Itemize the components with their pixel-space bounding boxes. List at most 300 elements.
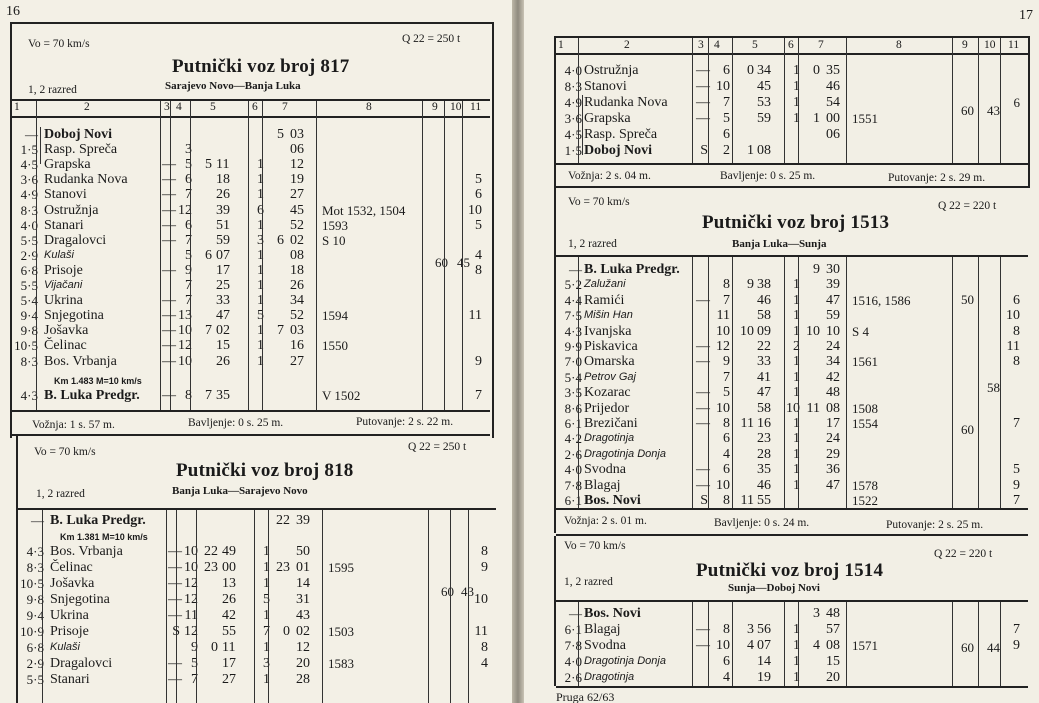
footer-run: Vožnja: 2 s. 04 m. (568, 170, 651, 182)
arrival-minute: 22 (757, 339, 771, 354)
run-minutes: 6 (723, 462, 730, 478)
station-name: Čelinac (50, 560, 93, 575)
table-row (524, 277, 1039, 292)
run-minutes: 8 (723, 493, 730, 508)
departure-minute: 12 (290, 157, 304, 173)
column-rule (422, 101, 423, 410)
run-minutes: 10 (178, 323, 192, 339)
column-rule (40, 127, 41, 164)
run-minutes: 4 (723, 446, 730, 462)
distance-km: 2·6 (564, 446, 582, 462)
station-name: Doboj Novi (44, 127, 113, 142)
departure-minute: 08 (826, 400, 840, 416)
departure-minute: 18 (290, 262, 304, 278)
column-rule (322, 510, 323, 703)
col-3-value: — (696, 79, 710, 94)
run-minutes: 10 (716, 400, 730, 416)
table-row (0, 255, 500, 270)
page-number: 17 (1019, 8, 1033, 23)
col-9-value: 60 (961, 103, 974, 118)
book-gutter (512, 0, 524, 703)
departure-minute: 30 (826, 262, 840, 277)
station-name: Blagaj (584, 477, 621, 493)
stop-minutes: 1 (257, 217, 264, 233)
stop-minutes: 1 (257, 157, 264, 173)
departure-minute: 02 (296, 624, 310, 639)
table-row (524, 143, 1039, 158)
col-11-value: 5 (475, 217, 482, 233)
station-name: Bos. Novi (584, 493, 641, 508)
column-rule (708, 602, 709, 688)
footer-run: Vožnja: 2 s. 01 m. (564, 515, 647, 527)
table-row (0, 388, 500, 403)
train-route: Banja Luka—Sunja (732, 238, 827, 250)
run-minutes: 7 (185, 232, 192, 248)
column-rule (952, 38, 953, 163)
distance-km: 5·4 (564, 369, 582, 385)
run-minutes: 12 (184, 592, 198, 607)
column-rule (1000, 257, 1001, 508)
run-minutes: 7 (185, 187, 192, 203)
distance-km: 8·6 (564, 400, 582, 416)
stop-minutes: 1 (263, 560, 270, 575)
column-header: 9 (432, 101, 438, 113)
table-row (524, 640, 1039, 655)
crossing-note: 1561 (852, 354, 878, 370)
train-title: Putnički voz broj 817 (172, 56, 350, 77)
class-label: 1, 2 razred (564, 576, 613, 588)
departure-minute: 26 (290, 278, 304, 293)
run-minutes: 6 (723, 63, 730, 78)
arrival-minute: 38 (757, 277, 771, 293)
departure-hour: 9 (813, 262, 820, 277)
arrival-hour: 5 (205, 157, 212, 173)
table-row (0, 640, 500, 655)
column-rule (262, 101, 263, 410)
stop-minutes: 1 (257, 262, 264, 278)
station-name: Dragotinja (584, 432, 635, 445)
arrival-minute: 07 (757, 638, 771, 653)
load-label: Q 22 = 220 t (934, 548, 993, 560)
stop-minutes: 1 (793, 622, 800, 637)
crossing-note: 1551 (852, 111, 878, 126)
table-row (0, 127, 500, 142)
departure-minute: 00 (826, 111, 840, 126)
arrival-minute: 19 (757, 670, 771, 685)
table-row (524, 308, 1039, 323)
arrival-hour: 4 (747, 638, 754, 653)
run-minutes: 12 (184, 576, 198, 591)
station-name: Grapska (584, 111, 631, 126)
departure-minute: 50 (296, 544, 310, 559)
column-header: 3 (164, 101, 170, 113)
run-minutes: 7 (723, 292, 730, 308)
table-row (524, 354, 1039, 369)
station-name: Kulaši (44, 248, 74, 261)
departure-minute: 06 (290, 142, 304, 158)
stop-minutes: 1 (793, 369, 800, 385)
col-3-value: — (162, 293, 176, 309)
col-3-value: — (696, 462, 710, 478)
arrival-minute: 09 (757, 323, 771, 339)
distance-km: — (569, 606, 582, 621)
col-3-value: — (162, 262, 176, 278)
column-header: 9 (962, 39, 968, 51)
run-minutes: 8 (723, 622, 730, 637)
distance-km: 7·8 (564, 638, 582, 653)
stop-minutes: 1 (257, 247, 264, 263)
station-name: Dragalovci (44, 232, 107, 248)
arrival-hour: 11 (740, 416, 754, 431)
station-name: Dragalovci (50, 656, 113, 671)
departure-hour: 1 (813, 111, 820, 126)
departure-minute: 02 (290, 232, 304, 248)
departure-hour: 6 (277, 232, 284, 248)
departure-minute: 27 (290, 353, 304, 369)
class-label: 1, 2 razred (568, 238, 617, 250)
departure-minute: 03 (290, 127, 304, 142)
station-name: Ostružnja (44, 202, 99, 218)
column-rule (42, 510, 43, 703)
distance-km: 1·5 (20, 142, 38, 158)
arrival-hour: 6 (205, 247, 212, 263)
stop-minutes: 1 (793, 654, 800, 669)
col-3-value: — (162, 338, 176, 354)
departure-minute: 45 (290, 202, 304, 218)
column-rule (846, 257, 847, 508)
station-name: Dragotinja Donja (584, 655, 666, 667)
stop-minutes: 5 (263, 592, 270, 607)
table-row (0, 172, 500, 187)
distance-km: 10·9 (20, 624, 44, 639)
stop-minutes: 2 (793, 339, 800, 354)
table-row (0, 624, 500, 639)
station-name: Ostružnja (584, 63, 639, 78)
station-name: Stanovi (584, 79, 627, 94)
stop-minutes: 10 (786, 400, 800, 416)
column-rule (1000, 602, 1001, 688)
stop-minutes: 1 (257, 353, 264, 369)
column-header: 6 (788, 39, 794, 51)
column-rule (952, 602, 953, 688)
table-row (0, 338, 500, 353)
speed-label: Vo = 70 km/s (28, 38, 90, 50)
table-row (0, 608, 500, 623)
col-11-value: 7 (1013, 416, 1020, 431)
stop-minutes: 1 (793, 79, 800, 94)
arrival-minute: 07 (216, 247, 230, 263)
run-minutes: 6 (723, 431, 730, 447)
station-name: Jošavka (44, 323, 89, 339)
station-name: B. Luka Predgr. (50, 513, 146, 528)
speed-label: Vo = 70 km/s (34, 446, 96, 458)
column-rule (692, 602, 693, 688)
distance-km: 4·2 (564, 431, 582, 447)
distance-km: 4·3 (564, 323, 582, 339)
run-minutes: 10 (178, 353, 192, 369)
col-3-value: — (168, 672, 182, 687)
arrival-minute: 58 (757, 400, 771, 416)
distance-km: 9·9 (564, 339, 582, 354)
table-row (0, 142, 500, 157)
column-rule (952, 257, 953, 508)
arrival-minute: 13 (222, 576, 236, 591)
column-header: 7 (282, 101, 288, 113)
crossing-note: S 10 (322, 232, 346, 248)
arrival-minute: 18 (216, 172, 230, 188)
column-header: 8 (366, 101, 372, 113)
arrival-minute: 17 (216, 262, 230, 278)
departure-minute: 06 (826, 127, 840, 142)
column-rule (578, 257, 579, 508)
distance-km: 5·5 (20, 278, 38, 293)
col-3-value: — (696, 63, 710, 78)
arrival-hour: 7 (205, 388, 212, 403)
col-9-value: 50 (961, 292, 974, 307)
distance-km: 4·9 (20, 187, 38, 203)
departure-minute: 20 (826, 670, 840, 685)
col-11-value: 8 (481, 544, 488, 559)
col-11-value: 8 (1013, 354, 1020, 370)
stop-minutes: 1 (793, 323, 800, 339)
page-number: 16 (6, 4, 20, 19)
station-name: Rasp. Spreča (44, 142, 118, 158)
table-row (524, 447, 1039, 462)
col-3-value: — (696, 638, 710, 653)
table-row (524, 478, 1039, 493)
station-name: Ukrina (50, 608, 89, 623)
station-name: Svodna (584, 462, 626, 478)
column-header: 3 (698, 39, 704, 51)
distance-km: — (25, 127, 38, 142)
column-rule (692, 257, 693, 508)
arrival-minute: 11 (222, 640, 236, 655)
column-rule (190, 101, 191, 410)
distance-km: 10·5 (14, 338, 38, 354)
arrival-minute: 28 (757, 446, 771, 462)
stop-minutes: 1 (793, 477, 800, 493)
col-3-value: — (162, 353, 176, 369)
col-9-value: 60 (961, 422, 974, 437)
column-rule (166, 510, 167, 703)
distance-km: 4·3 (20, 388, 38, 403)
run-minutes: 3 (185, 142, 192, 158)
col-3-value: — (162, 232, 176, 248)
col-3-value: — (162, 172, 176, 188)
distance-km: 9·8 (26, 592, 44, 607)
departure-minute: 57 (826, 622, 840, 637)
run-minutes: 6 (185, 172, 192, 188)
column-rule (732, 38, 733, 163)
arrival-minute: 02 (216, 323, 230, 339)
run-minutes: 8 (723, 277, 730, 293)
distance-km: 4·0 (564, 462, 582, 478)
column-rule (582, 95, 583, 155)
column-header: 10 (450, 101, 462, 113)
stop-minutes: 1 (257, 172, 264, 188)
footer-run: Vožnja: 1 s. 57 m. (32, 419, 115, 431)
table-row (524, 462, 1039, 477)
stop-minutes: 1 (793, 416, 800, 431)
distance-km: 8·3 (20, 202, 38, 218)
stop-minutes: 1 (793, 63, 800, 78)
arrival-minute: 46 (757, 477, 771, 493)
departure-minute: 08 (290, 247, 304, 263)
column-rule (1000, 38, 1001, 163)
col-11-value: 7 (1013, 493, 1020, 508)
distance-km: 4·0 (20, 217, 38, 233)
col-11-value: 7 (1013, 622, 1020, 637)
table-row (0, 544, 500, 559)
stop-minutes: 1 (257, 278, 264, 293)
departure-minute: 14 (296, 576, 310, 591)
departure-hour: 22 (276, 513, 290, 528)
column-rule (248, 101, 249, 410)
distance-km: 1·5 (564, 143, 582, 158)
column-rule (798, 257, 799, 508)
train-route: Banja Luka—Sarajevo Novo (172, 485, 308, 497)
crossing-note: 1594 (322, 308, 348, 324)
arrival-minute: 14 (757, 654, 771, 669)
distance-km: 7·0 (564, 354, 582, 370)
departure-minute: 48 (826, 606, 840, 621)
col-3-value: — (162, 157, 176, 173)
crossing-note: 1595 (328, 560, 354, 575)
departure-minute: 12 (296, 640, 310, 655)
stop-minutes: 1 (793, 638, 800, 653)
stop-minutes: 1 (793, 308, 800, 324)
table-row (524, 401, 1039, 416)
table-row (524, 262, 1039, 277)
col-10-value: 43 (987, 103, 1000, 118)
col-10-value: 45 (457, 255, 470, 270)
column-header: 4 (714, 39, 720, 51)
arrival-minute: 26 (222, 592, 236, 607)
run-minutes: 11 (716, 308, 730, 324)
stop-minutes: 1 (257, 293, 264, 309)
distance-km: 4·5 (20, 157, 38, 173)
run-minutes: 12 (184, 624, 198, 639)
station-name: Prijedor (584, 400, 630, 416)
run-minutes: 8 (723, 416, 730, 431)
distance-km: 6·1 (564, 493, 582, 508)
departure-hour: 4 (813, 638, 820, 653)
run-minutes: 10 (184, 560, 198, 575)
column-rule (978, 602, 979, 688)
column-rule (578, 38, 579, 163)
col-3-value: — (162, 308, 176, 324)
column-rule (468, 510, 469, 703)
distance-km: — (569, 262, 582, 277)
col-3-value: — (696, 622, 710, 637)
table-row (524, 63, 1039, 78)
distance-km: 7·8 (564, 477, 582, 493)
arrival-minute: 49 (222, 544, 236, 559)
col-11-value: 8 (475, 262, 482, 278)
departure-hour: 10 (806, 323, 820, 339)
run-minutes: 6 (723, 127, 730, 142)
departure-minute: 29 (826, 446, 840, 462)
stop-minutes: 1 (793, 385, 800, 401)
crossing-note: 1583 (328, 656, 354, 671)
arrival-minute: 11 (216, 157, 230, 173)
distance-km: 3·6 (20, 172, 38, 188)
column-header: 10 (984, 39, 996, 51)
departure-minute: 46 (826, 79, 840, 94)
col-11-value: 8 (1013, 323, 1020, 339)
col-3-value: — (168, 544, 182, 559)
departure-minute: 28 (296, 672, 310, 687)
col-11-value: 9 (1013, 477, 1020, 493)
col-3-value: — (168, 608, 182, 623)
column-rule (784, 602, 785, 688)
distance-km: 5·5 (26, 672, 44, 687)
speed-restriction-note: Km 1.381 M=10 km/s (60, 532, 148, 542)
col-11-value: 10 (474, 592, 488, 607)
station-name: Jošavka (50, 576, 95, 591)
departure-minute: 36 (826, 462, 840, 478)
station-name: Stanovi (44, 187, 87, 203)
arrival-minute: 55 (757, 493, 771, 508)
stop-minutes: 5 (257, 308, 264, 324)
run-minutes: 5 (191, 656, 198, 671)
arrival-minute: 15 (216, 338, 230, 354)
run-minutes: 5 (723, 385, 730, 401)
station-name: Čelinac (44, 338, 87, 354)
table-row (0, 584, 500, 599)
arrival-hour: 1 (747, 143, 754, 158)
stop-minutes: 3 (257, 232, 264, 248)
arrival-minute: 39 (216, 202, 230, 218)
distance-km: 8·3 (26, 560, 44, 575)
table-row (0, 308, 500, 323)
col-11-value: 10 (468, 202, 482, 218)
column-rule (692, 38, 693, 163)
stop-minutes: 1 (793, 292, 800, 308)
run-minutes: 7 (723, 369, 730, 385)
departure-minute: 24 (826, 339, 840, 354)
crossing-note: 1571 (852, 638, 878, 653)
class-label: 1, 2 razred (36, 488, 85, 500)
column-rule (36, 101, 37, 410)
column-rule (978, 257, 979, 508)
departure-hour: 11 (806, 400, 820, 416)
departure-hour: 7 (277, 323, 284, 339)
departure-minute: 17 (826, 416, 840, 431)
table-row (0, 293, 500, 308)
stop-minutes: 1 (793, 354, 800, 370)
col-11-value: 11 (468, 308, 482, 324)
load-label: Q 22 = 250 t (402, 33, 461, 45)
run-minutes: 12 (178, 202, 192, 218)
arrival-minute: 47 (757, 385, 771, 401)
station-name: Bos. Vrbanja (50, 544, 123, 559)
distance-km: 4·9 (564, 95, 582, 110)
arrival-hour: 0 (747, 63, 754, 78)
col-11-value: 4 (481, 656, 488, 671)
arrival-minute: 45 (757, 79, 771, 94)
table-row (524, 670, 1039, 685)
footer-stop: Bavljenje: 0 s. 25 m. (720, 170, 816, 182)
table-row (0, 218, 500, 233)
table-row (0, 157, 500, 172)
column-rule (978, 38, 979, 163)
arrival-minute: 41 (757, 369, 771, 385)
arrival-minute: 59 (757, 111, 771, 126)
run-minutes: 7 (723, 95, 730, 110)
train-route: Sarajevo Novo—Banja Luka (165, 80, 301, 92)
crossing-note: 1508 (852, 400, 878, 416)
